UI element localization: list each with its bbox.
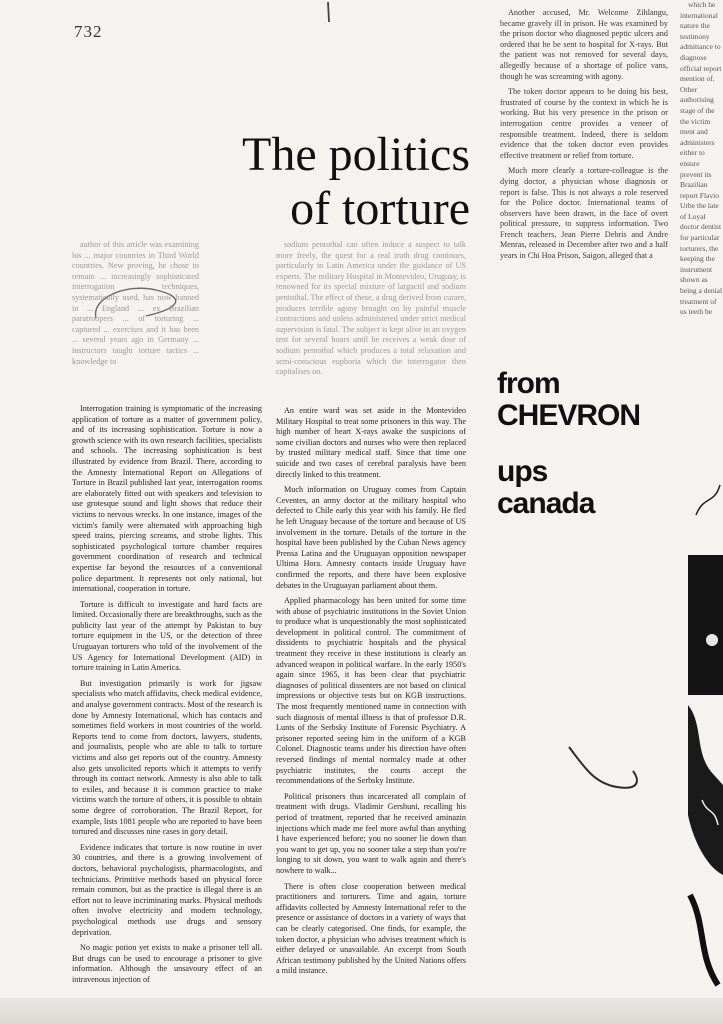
left-column-paragraph: But investigation primarily is work for jigsaw specialists who match affidavits, check medical evidence, and analyse government contracts. Most of the research is done by Amnesty International, which has contacts and sometimes field workers in most countries of the world. Reports tend to come from doctors, lawyers, students, and journalists, people who are able to talk to torture victims and also get reports out of the country. Amnesty also gets unsolicited reports which it attempts to verify through its contact network. Amnesty is also able to talk to exiles, and because it is common practice to make victims watch the torture of others, it is possible to obtain some degree of corroboration. The Brazil Report, for example, lists 1081 people who are reported to have been tortured and discusses nine cases in gory detail. <box>72 678 262 837</box>
page-number: 732 <box>74 22 103 41</box>
edge-cutoff-column <box>680 0 723 420</box>
edge-illustration-icon <box>684 455 723 1000</box>
ad-gap <box>497 432 697 456</box>
ad-line-from: from <box>497 367 560 400</box>
middle-column-paragraph: Political prisoners thus incarcerated all complain of treatment with drugs. Vladimir Gershuni, recalling his period of treatment, reported that he received aminazin injections which made me feel more awful than anything I have experienced before; you no sooner lie down than you want to get up, you no sooner take a step than you're longing to sit down, you want to walk again and there's nowhere to walk... <box>276 791 466 875</box>
ink-loop-mark-icon <box>563 735 643 795</box>
right-column-paragraph: The token doctor appears to be doing his best, frustrated of course by the context in which he is working. But his very presence in the prison or interrogation centre provides a veneer of responsible treatment. Indeed, there is seldom evidence that the token doctor even provides effective treatment or relief from torture. <box>500 87 668 160</box>
edge-column-paragraph: which he international nature the testimony admittance to diagnose official report mention of. Other authorising stage of the the victim ment and administers either to ensure prevent its Brazilian report Flavio Urbe the late of Loyal doctor dentist for particular torturers, the keeping the instrument shown as being a denial treatment of us teeth be <box>680 0 723 317</box>
left-column-paragraph: Interrogation training is symptomatic of the increasing application of torture as a matter of government policy, and of its increasing sophistication. Torture is now a growth science with its own research facilities, specialists and schools. The increasing sophistication is best illustrated by evidence from Brazil. There, according to the Amnesty International Report on Allegations of Torture in Brazil published last year, interrogation rooms are elaborately fitted out with speakers and television to use grotesque sound and light shows that reduce their victims to nervous wrecks. In one instance, images of the victim's family were alternated with approaching high speed trains, piercing screams, and strobe lights. This sophisticated psychological torture chamber requires government coordination of research and technical expertise far beyond the resources of a conventional police department. It represents not only national, but international, cooperation in torture. <box>72 404 262 594</box>
ad-line-canada: canada <box>497 487 595 520</box>
ad-line-chevron: CHEVRON <box>497 399 641 432</box>
middle-column-paragraph: There is often close cooperation between medical practitioners and torturers. Time and again, torture affidavits collected by Amnesty International refer to the presence or assistance of doctors in a variety of ways that can be clearly categorised. One finds, for example, the token doctor, a physician who advises treatment which is either delayed or unavailable. An excerpt from South African testimony published by the United Nations offers a mild instance. <box>276 881 466 976</box>
middle-column-paragraph: Much information on Uruguay comes from Captain Ceventes, an army doctor at the military hospital who defected to Chile early this year with his family. He fled he left Uruguay because of the torture and because of US involvement in the torture. Details of the torture in the hospital have been published by the Cuban News agency Prensa Latina and the Uruguayan opposition newspaper Ultima Hora. Amnesty contacts inside Uruguay have confirmed the reports, and there have been explosive debates in the Uruguayan parliament about them. <box>276 485 466 590</box>
middle-top-paragraph: sodium pentothal can often induce a suspect to talk more freely, the quest for a real truth drug continues, particularly in Latin America under the guidance of US experts. The military Hospital in Montevideo, Uruguay, is renowned for its special mixture of largactil and sodium pentothal. The effect of these, a drug derived from curare, produces terrible agony brought on by painful muscle contractions and unless administered under strict medical supervision is fatal. The subject is kept alive in an oxygen tent for several hours until he receives a weak dose of sodium pentothal which produces a total relaxation and semi-conscious euphoria which the interrogator then capitalises on. <box>276 240 466 377</box>
right-column-paragraph: Another accused, Mr. Welcome Zihlangu, became gravely ill in prison. He was examined by the prison doctor who diagnosed peptic ulcers and ordered that he be sent to hospital for X-rays. But the patient was not removed for several days, allegedly because of a shortage of police vans, though he was screaming with agony. <box>500 8 668 81</box>
left-column-paragraph: Evidence indicates that torture is now routine in over 30 countries, and there is a growing involvement of doctors, behavioral psychologists, pharmacologists, and technicians. Primitive methods based on physical force remain common, but as the practice is illegal there is an effort not to leave incriminating marks. Physical methods often involve electricity and modern technology, psychological methods use drugs and sensory deprivation. <box>72 842 262 937</box>
left-top-column <box>72 240 199 395</box>
middle-column-paragraph: An entire ward was set aside in the Montevideo Military Hospital to treat some prisoners in this way. The high number of heart X-rays awake the suspicions of some civilian doctors and nurses who were then replaced by trusted military medical staff. Since that time one suicide and two cases of cerebral paralysis have been directly linked to this treatment. <box>276 406 466 479</box>
chevron-ups-ad <box>497 368 697 520</box>
right-column <box>500 8 668 356</box>
left-column <box>72 404 262 998</box>
middle-column <box>276 406 466 998</box>
left-column-paragraph: No magic potion yet exists to make a prisoner tell all. But drugs can be used to encourage a prisoner to give information. Although the unsavoury effect of an intravenous injection of <box>72 943 262 984</box>
middle-top-column <box>276 240 466 390</box>
middle-column-paragraph: Applied pharmacology has been united for some time with abuse of psychiatric institutions in the Soviet Union to produce what is unquestionably the most sophisticated development in political control. The commitment of dissidents to psychiatric hospitals and the physical treatment they receive in these institutions is clearly an advanced weapon in political warfare. In the early 1950's again since 1965, it has been clear that psychiatric diagnoses of political dissenters are not based on clinical impressions or objective tests but on KGB instructions. The most frequently mentioned name in connection with such diagnosis of mental illness is that of professor D.R. Lunts of the Serbsky Institute of Forensic Psychiatry. A prisoner reported seeing him in the uniform of a KGB Colonel. Diagnostic teams under his direction have often reversed findings of mental normalcy made at other psychiatric institutes, the courts accept the recommendations of the Serbsky Institute. <box>276 596 466 786</box>
left-column-paragraph: Torture is difficult to investigate and hard facts are limited. Occasionally there are breakthroughs, such as the publicity last year of the attempt by Pakistan to buy torture equipment in the US, or the detection of three Uruguayan torturers who told of the involvement of the US Agency for International Development (AID) in torture training in Latin America. <box>72 599 262 673</box>
article-title-line-1: The politics <box>242 128 470 181</box>
pen-stroke-mark-icon <box>318 0 338 30</box>
right-column-paragraph: Much more clearly a torture-colleague is the dying doctor, a physician whose diagnosis or report is false. This is not always a role reserved for the Police doctor. International teams of observers have been drawn, in the face of overt political pressure, to suppress information. Two French teachers, Jean Pierre Debris and Andre Menras, released in December after two and a half years in Chi Hoa Prison, Saigon, alleged that a <box>500 166 668 261</box>
article-title-line-2: of torture <box>290 182 470 235</box>
ad-line-ups: ups <box>497 455 548 488</box>
scan-bottom-edge <box>0 998 723 1024</box>
article-title <box>205 128 470 236</box>
left-top-paragraph: author of this article was examining his ... major countries in Third World countries. New proving, he chose to remain ... increasingly sophisticated interrogation techniques, systematically used, has now banned in ... England ... ex Brazilian paratroopers ... of torturing ... captured ... exercises and it has been ... several years ago in Germany ... instructors taught torture tactics ... knowledge to <box>72 240 199 366</box>
